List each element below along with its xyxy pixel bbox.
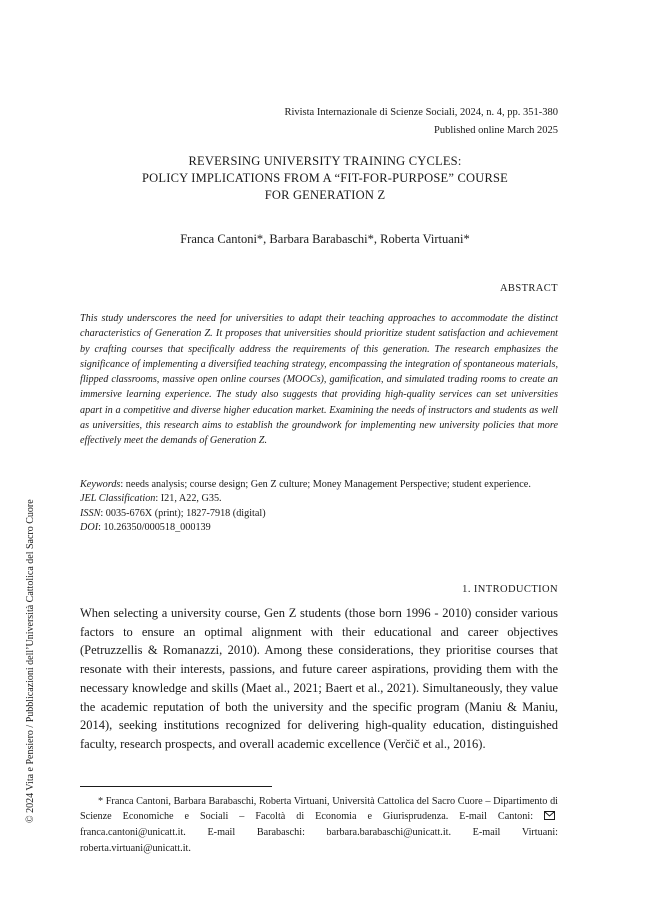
footnote-divider [80,786,272,787]
jel-value: : I21, A22, G35. [155,493,222,505]
jel-label: JEL Classification [80,493,156,505]
abstract-heading: ABSTRACT [499,283,558,294]
issn-label: ISSN [80,507,101,519]
publication-date: Published online March 2025 [434,125,558,136]
jel-row [80,492,558,506]
author-list: Franca Cantoni*, Barbara Barabaschi*, Roberta Virtuani* [180,232,470,246]
keywords-label: Keywords [80,479,121,490]
doi-value: : 10.26350/000518_000139 [98,521,211,533]
footnote-emails: franca.cantoni@unicatt.it. E-mail Barabaschi: barbara.barabaschi@unicatt.it. E-mail Virtuani: roberta.virtuani@unicatt.it. [80,827,558,854]
journal-citation: Rivista Internazionale di Scienze Sociali, 2024, n. 4, pp. 351-380 [284,107,558,118]
doi-row [80,521,558,535]
paper-title-line-2: POLICY IMPLICATIONS FROM A “FIT-FOR-PURPOSE” COURSE [142,171,508,185]
abstract-body: This study underscores the need for universities to adapt their teaching approaches to accommodate the distinct characteristics of Generation Z. It proposes that universities should prioritize student satisfaction and achievement by crafting courses that specifically address the requirements of this generation. The research emphasizes the significance of implementing a diversified teaching strategy, encompassing the integration of spontaneous materials, flipped classrooms, massive open online courses (MOOCs), gamification, and simulated trading rooms to create an immersive learning experience. The study also suggests that providing high-quality services can set universities apart in a competitive and diverse higher education market. Examining the needs of instructors and students as well as universities, this research aims to establish the groundwork for implementing new university policies that more effectively meet the demands of Generation Z. [80,313,558,447]
copyright-notice: © 2024 Vita e Pensiero / Pubblicazioni dell’Università Cattolica del Sacro Cuore [25,499,36,823]
doi-label: DOI [80,521,99,533]
issn-value: : 0035-676X (print); 1827-7918 (digital) [100,507,266,519]
section-heading: 1. INTRODUCTION [462,584,558,595]
article-metadata [80,478,558,535]
paper-title-line-3: FOR GENERATION Z [264,188,386,202]
footnote [80,794,558,856]
introduction-paragraph: When selecting a university course, Gen Z students (those born 1996 - 2010) consider various factors to ensure an optimal alignment with their educational and career objectives (Petruzzellis & Romanazzi, 2010). Among these considerations, they prioritise courses that resonate with their interests, passions, and future career aspirations, providing them with the necessary knowledge and skills (Maet al., 2021; Baert et al., 2021). Simultaneously, they value the academic reputation of both the university and the specific program (Maniu & Maniu, 2014), seeking institutions recognized for delivering high-quality education, distinguished faculty, research prospects, and overall academic excellence (Verčič et al., 2016). [80,606,558,751]
issn-row [80,507,558,521]
keywords-value: : needs analysis; course design; Gen Z culture; Money Management Perspective; student experience. [120,479,531,490]
footnote-affiliation: * Franca Cantoni, Barbara Barabaschi, Roberta Virtuani, Università Cattolica del Sacro Cuore – Dipartimento di Scienze Economiche e Sociali – Facoltà di Economia e Giurisprudenza. E-mail Cantoni: [80,796,558,823]
keywords-row [80,478,558,492]
paper-title-line-1: REVERSING UNIVERSITY TRAINING CYCLES: [188,154,462,168]
envelope-icon [544,810,555,825]
